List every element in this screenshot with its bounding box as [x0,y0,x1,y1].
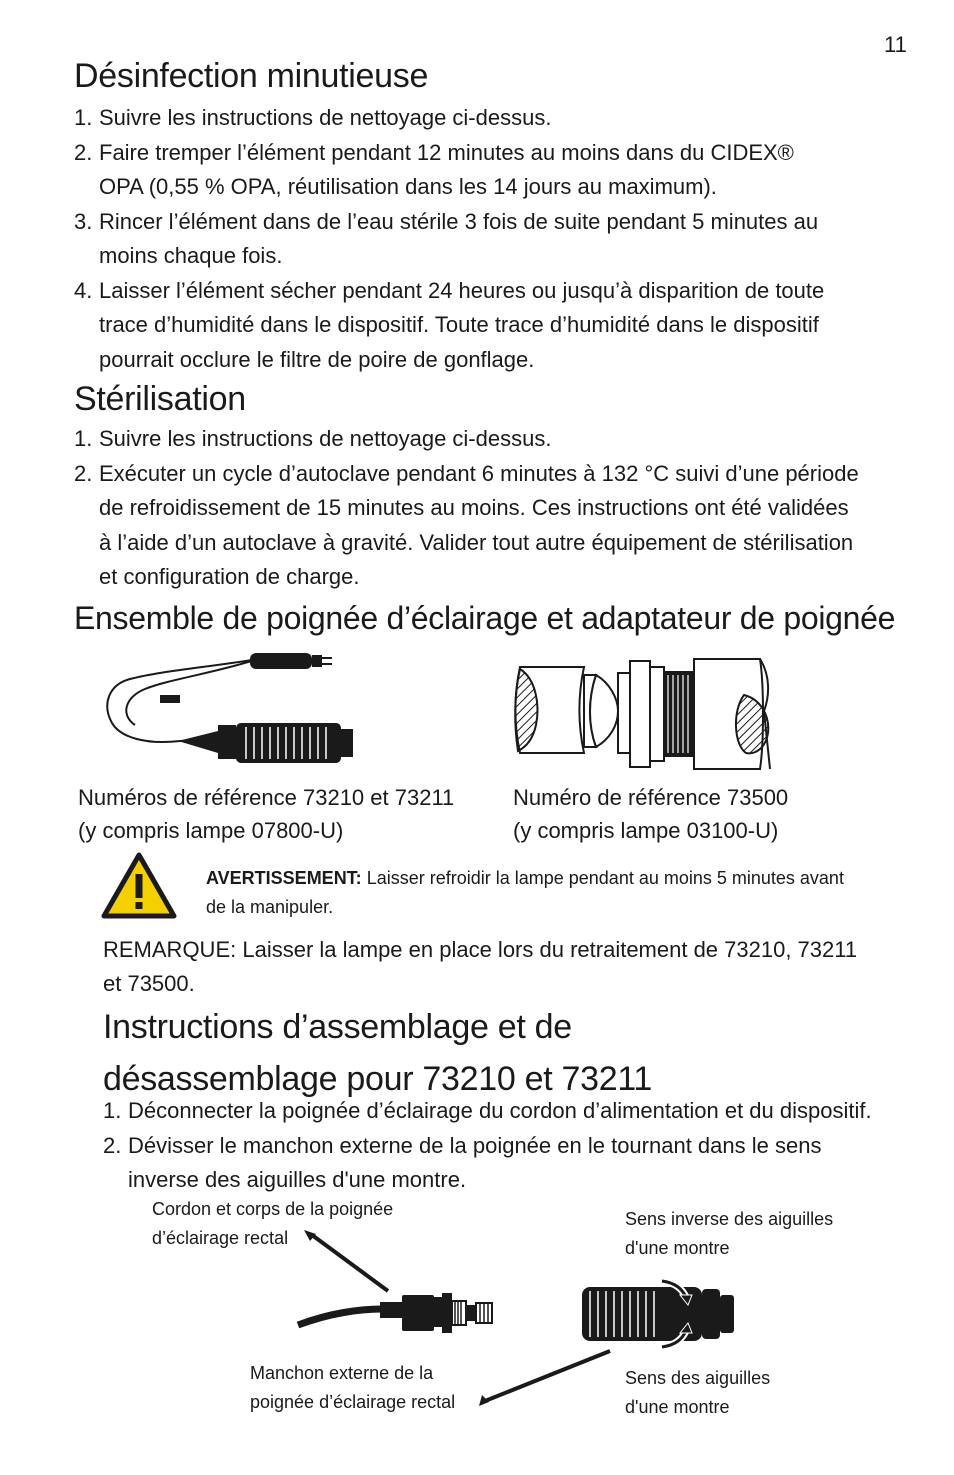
list-item: 1. Déconnecter la poignée d’éclairage du cordon d’alimentation et du dispositif. [103,1098,872,1123]
label-counterclockwise: Sens inverse des aiguilles d'une montre [625,1209,834,1258]
warning-icon [101,852,177,920]
section-title-disinfection: Désinfection minutieuse [74,57,429,95]
note-remark: REMARQUE: Laisser la lampe en place lors du retraitement de 73210, 73211 et 73500. [103,937,858,996]
label-cord-body: Cordon et corps de la poignée d’éclairage rectal [152,1199,394,1248]
caption-73500: Numéro de référence 73500 (y compris lampe 03100-U) [513,785,789,843]
warning-text: AVERTISSEMENT: Laisser refroidir la lampe pendant au moins 5 minutes avant de la manipuler. [206,868,844,917]
assembly-steps [103,1094,943,1198]
list-item: 2. Exécuter un cycle d’autoclave pendant 6 minutes à 132 °C suivi d’une période de refroidissement de 15 minutes au moins. Ces instructions ont été validées à l’aide d’un autoclave à gravité. Valider tout autre équipement de stérilisation et configuration de charge. [74,460,859,589]
label-outer-sleeve: Manchon externe de la poignée d’éclairage rectal [250,1363,456,1412]
list-item: 4. Laisser l’élément sécher pendant 24 heures ou jusqu’à disparition de toute trace d’humidité dans le dispositif. Toute trace d’humidité dans le dispositif pourrait occlure le filtre de poire de gonflage. [74,277,825,372]
sterilisation-steps [74,422,944,595]
disinfection-steps [74,101,934,377]
list-item: 3. Rincer l’élément dans de l’eau stérile 3 fois de suite pendant 5 minutes au moins chaque fois. [74,208,819,268]
section-title-handle-assembly: Ensemble de poignée d’éclairage et adaptateur de poignée [74,600,896,636]
caption-73210-73211: Numéros de référence 73210 et 73211 (y compris lampe 07800-U) [78,785,455,843]
handle-cord-illustration [100,645,365,765]
list-item: 1. Suivre les instructions de nettoyage ci-dessus. [74,426,552,451]
list-item: 2. Dévisser le manchon externe de la poignée en le tournant dans le sens inverse des aiguilles d'une montre. [103,1132,822,1192]
section-title-sterilisation: Stérilisation [74,380,246,418]
list-item: 2. Faire tremper l’élément pendant 12 minutes au moins dans du CIDEX® OPA (0,55 % OPA, réutilisation dans les 14 jours au maximum). [74,139,794,199]
page-number: 11 [884,32,907,57]
label-clockwise: Sens des aiguilles d'une montre [625,1368,771,1417]
handle-adapter-illustration [508,655,778,775]
list-item: 1. Suivre les instructions de nettoyage ci-dessus. [74,105,552,130]
section-title-assembly-instructions: Instructions d’assemblage et de désassemblage pour 73210 et 73211 [103,1008,653,1098]
disassembly-diagram [290,1225,760,1425]
